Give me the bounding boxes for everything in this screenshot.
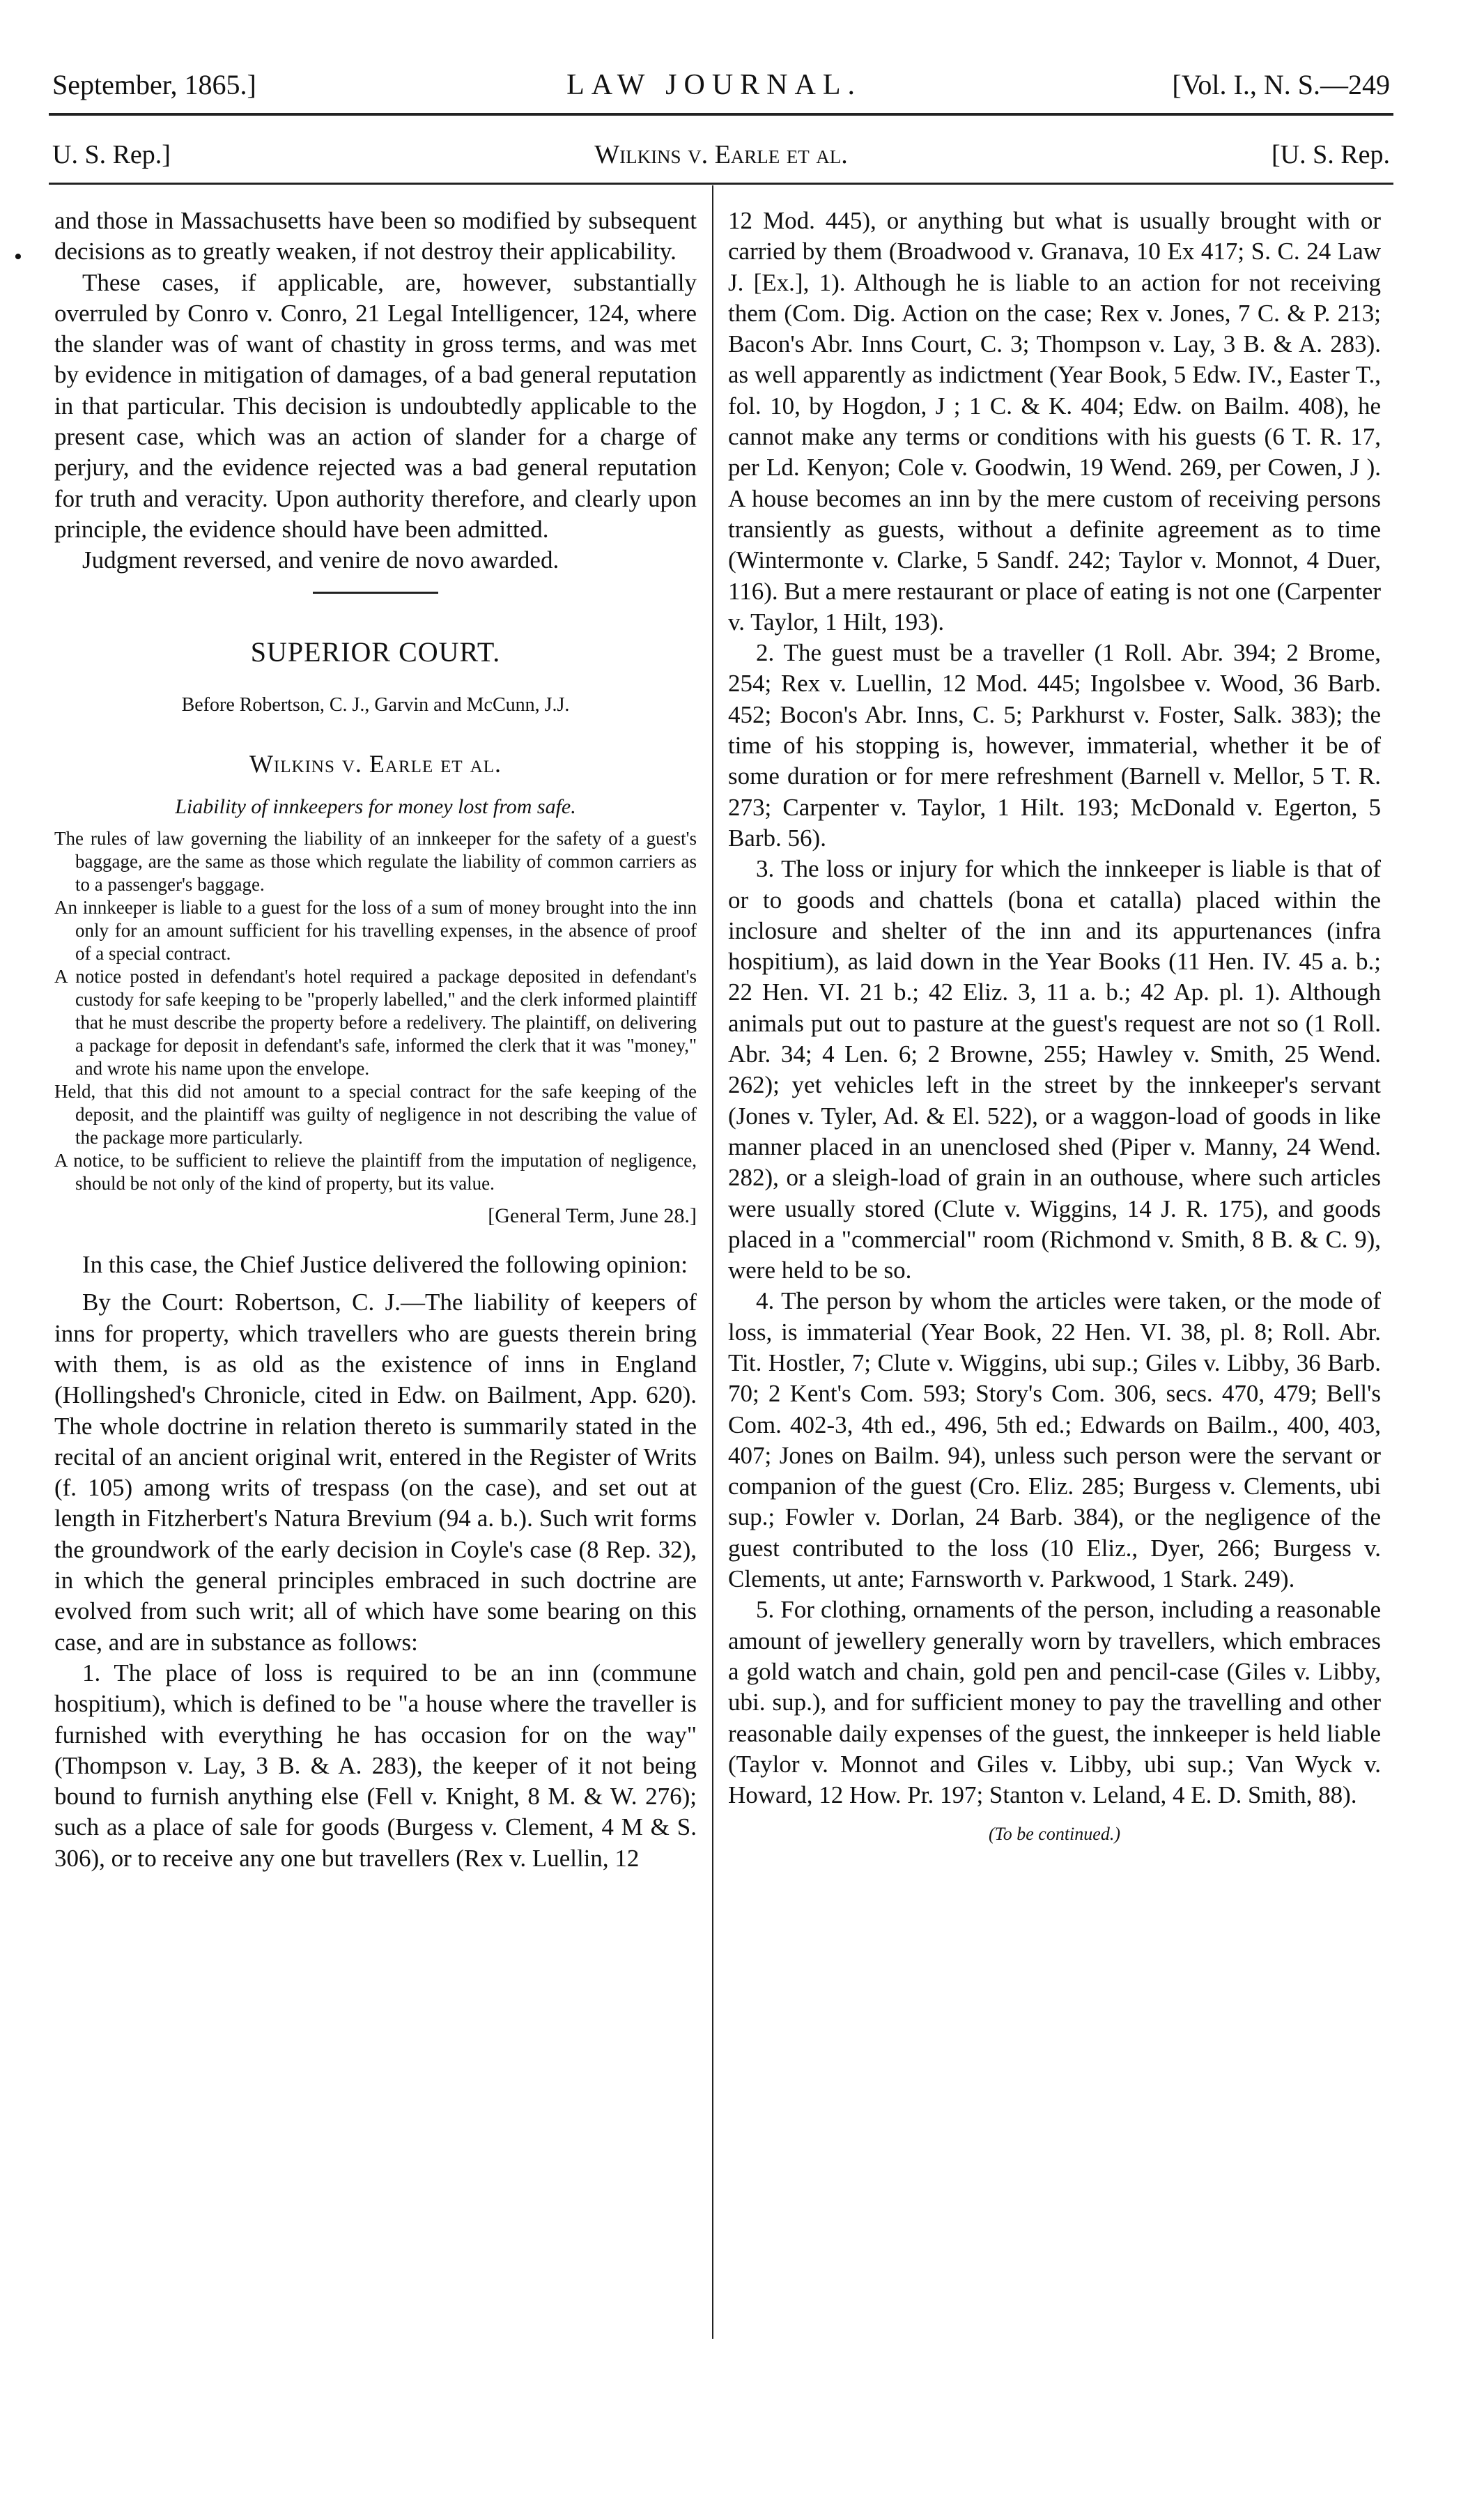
paragraph: These cases, if applicable, are, however, substantially overruled by Conro v. Conro, 21 Legal Intelligencer, 124, where the slander was of want of chastity in gross terms, and was met by evidence in mitigation of damages, of a bad general reputation in that particular. This decision is undoubtedly applicable to the present case, which was an action of slander for a charge of perjury, and the evidence rejected was a bad general reputation for truth and veracity. Upon authority therefore, and clearly upon principle, the evidence should have been admitted. xyxy=(54,268,697,543)
column-divider xyxy=(712,185,713,2339)
headnote: A notice, to be sufficient to relieve the plaintiff from the imputation of negligence, should be not only of the kind of property, but its value. xyxy=(54,1149,697,1194)
journal-title: LAW JOURNAL. xyxy=(566,69,862,101)
subheader-rule xyxy=(49,183,1393,185)
section-rule xyxy=(313,592,438,594)
header-rule xyxy=(49,113,1393,116)
continued-note: (To be continued.) xyxy=(989,1824,1120,1845)
catchline: Liability of innkeepers for money lost from safe. xyxy=(175,795,576,819)
bench-line: Before Robertson, C. J., Garvin and McCunn, J.J. xyxy=(181,693,570,716)
opinion-paragraph: 3. The loss or injury for which the innkeeper is liable is that of or to goods and chattels (bona et catalla) placed within the inclosure and shelter of the inn and its appurtenances (infra hospitium), as laid down in the Year Books (11 Hen. IV. 45 a. b.; 22 Hen. VI. 21 b.; 42 Eliz. 3, 11 a. b.; 42 Ap. pl. 1). Although animals put out to pasture at the guest's request are not so (1 Roll. Abr. 34; 4 Len. 6; 2 Browne, 255; Hawley v. Smith, 25 Wend. 262); yet vehicles left in the street by the innkeeper's servant (Jones v. Tyler, Ad. & El. 522), or a waggon-load of goods in like manner placed in an unenclosed shed (Piper v. Manny, 24 Wend. 282), or a sleigh-load of grain in an outhouse, where such articles were usually stored (Clute v. Wiggins, 14 J. R. 175), and goods placed in a "commercial" room (Richmond v. Smith, 8 B. & C. 9), were held to be so. xyxy=(728,855,1381,1284)
case-header xyxy=(52,138,1390,171)
opinion-paragraph: 2. The guest must be a traveller (1 Roll. Abr. 394; 2 Brome, 254; Rex v. Luellin, 12 Mod. 445; Ingolsbee v. Wood, 36 Barb. 452; Bocon's Abr. Inns, C. 5; Parkhurst v. Foster, Salk. 383); the time of his stopping is, however, immaterial, whether it be of some duration or for mere refreshment (Barnell v. Mellor, 5 T. R. 273; Carpenter v. Taylor, 1 Hilt. 193; McDonald v. Egerton, 5 Barb. 56). xyxy=(728,639,1381,852)
term-date: [General Term, June 28.] xyxy=(488,1204,697,1227)
paragraph: and those in Massachusetts have been so modified by subsequent decisions as to greatly weaken, if not destroy their applicability. xyxy=(54,207,697,266)
paragraph: In this case, the Chief Justice delivered the following opinion: xyxy=(82,1251,688,1279)
headnote: An innkeeper is liable to a guest for the loss of a sum of money brought into the inn only for an amount sufficient for his travelling expenses, in the absence of proof of a special contract. xyxy=(54,896,697,964)
left-column xyxy=(54,206,697,1874)
opinion-paragraph: By the Court: Robertson, C. J.—The liability of keepers of inns for property, which travellers who are guests therein bring with them, is as old as the existence of inns in England (Hollingshed's Chronicle, cited in Edw. on Bailment, App. 620). The whole doctrine in relation thereto is summarily stated in the recital of an ancient original writ, entered in the Register of Writs (f. 105) among writs of trespass (on the case), and set out at length in Fitzherbert's Natura Brevium (94 a. b.). Such writ forms the groundwork of the early decision in Coyle's case (8 Rep. 32), in which the general principles embraced in such doctrine are evolved from such writ; all of which have some bearing on this case, and are in substance as follows: xyxy=(54,1289,697,1656)
margin-mark: • xyxy=(14,244,22,270)
opinion-paragraph: 1. The place of loss is required to be an inn (commune hospitium), which is defined to be "a house where the traveller is furnished with everything he has occasion for on the way" (Thompson v. Lay, 3 B. & A. 283), the keeper of it not being bound to furnish anything else (Fell v. Knight, 8 M. & W. 276); such as a place of sale for goods (Burgess v. Clement, 4 M & S. 306), or to receive any one but travellers (Rex v. Luellin, 12 xyxy=(54,1659,697,1872)
opinion-paragraph: 12 Mod. 445), or anything but what is usually brought with or carried by them (Broadwood v. Granava, 10 Ex 417; S. C. 24 Law J. [Ex.], 1). Although he is liable to an action for not receiving them (Com. Dig. Action on the case; Rex v. Jones, 7 C. & P. 213; Bacon's Abr. Inns Court, C. 3; Thompson v. Lay, 3 B. & A. 283). as well apparently as indictment (Year Book, 5 Edw. IV., Easter T., fol. 10, by Hogdon, J ; 1 C. & K. 404; Edw. on Bailm. 408), he cannot make any terms or conditions with his guests (6 T. R. 17, per Ld. Kenyon; Cole v. Goodwin, 19 Wend. 269, per Cowen, J ). A house becomes an inn by the mere custom of receiving persons transiently as guests, without a definite agreement as to time (Wintermonte v. Clarke, 5 Sandf. 242; Taylor v. Monnot, 4 Duer, 116). But a mere restaurant or place of eating is not one (Carpenter v. Taylor, 1 Hilt, 193). xyxy=(728,207,1381,636)
judgment-line: Judgment reversed, and venire de novo awarded. xyxy=(82,546,559,574)
headnote: The rules of law governing the liability of an innkeeper for the safety of a guest's baggage, are the same as those which regulate the liability of common carriers as to a passenger's baggage. xyxy=(54,827,697,895)
issue-date: September, 1865.] xyxy=(52,69,256,100)
headnote: A notice posted in defendant's hotel required a package deposited in defendant's custody for safe keeping to be "properly labelled," and the clerk informed plaintiff that he must describe the property before a redelivery. The plaintiff, on delivering a package for deposit in defendant's safe, informed the clerk that it was "money," and wrote his name upon the envelope. xyxy=(54,965,697,1079)
case-title: Wilkins v. Earle et al. xyxy=(249,750,502,778)
reporter-right: [U. S. Rep. xyxy=(1272,140,1390,169)
reporter-left: U. S. Rep.] xyxy=(52,140,171,169)
opinion-paragraph: 5. For clothing, ornaments of the person, including a reasonable amount of jewellery generally worn by travellers, which embraces a gold watch and chain, gold pen and pencil-case (Giles v. Libby, ubi. sup.), and for sufficient money to pay the travelling and other reasonable daily expenses of the guest, the innkeeper is held liable (Taylor v. Monnot and Giles v. Libby, ubi sup.; Van Wyck v. Howard, 12 How. Pr. 197; Stanton v. Leland, 4 E. D. Smith, 88). xyxy=(728,1596,1381,1809)
headnote: Held, that this did not amount to a special contract for the safe keeping of the deposit, and the plaintiff was guilty of negligence in not describing the value of the package more particularly. xyxy=(54,1080,697,1148)
case-running-title: Wilkins v. Earle et al. xyxy=(594,140,848,169)
volume-page: [Vol. I., N. S.—249 xyxy=(1172,69,1390,100)
court-heading: SUPERIOR COURT. xyxy=(250,636,501,668)
running-header xyxy=(52,68,1390,102)
right-column xyxy=(728,206,1381,1850)
opinion-paragraph: 4. The person by whom the articles were taken, or the mode of loss, is immaterial (Year Book, 22 Hen. VI. 38, pl. 8; Roll. Abr. Tit. Hostler, 7; Clute v. Wiggins, ubi sup.; Giles v. Libby, 36 Barb. 70; 2 Kent's Com. 593; Story's Com. 306, secs. 470, 479; Bell's Com. 402-3, 4th ed., 496, 5th ed.; Edwards on Bailm., 400, 403, 407; Jones on Bailm. 94), unless such person were the servant or companion of the guest (Cro. Eliz. 285; Burgess v. Clements, ubi sup.; Fowler v. Dorlan, 24 Barb. 384), or the negligence of the guest contributed to the loss (10 Eliz., Dyer, 266; Burgess v. Clements, ut ante; Farnsworth v. Parkwood, 1 Stark. 249). xyxy=(728,1287,1381,1593)
